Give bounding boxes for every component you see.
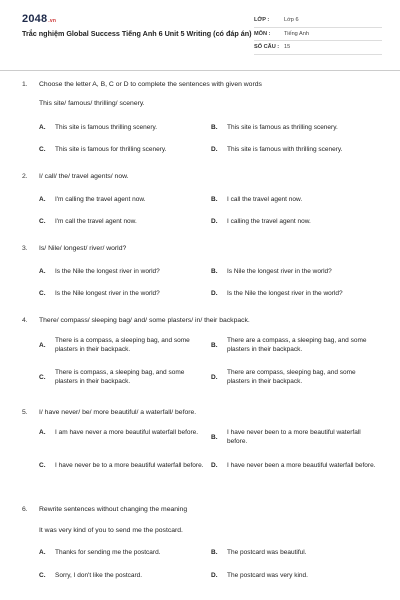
option-d[interactable] bbox=[211, 145, 377, 154]
meta-label: SỐ CÂU : bbox=[254, 44, 280, 51]
option-letter: D. bbox=[211, 290, 218, 297]
question-sub-prompt: This site/ famous/ thrilling/ scenery. bbox=[39, 100, 145, 107]
option-b[interactable] bbox=[211, 336, 377, 354]
option-b[interactable] bbox=[211, 428, 377, 446]
option-text: Is Nile the longest river in the world? bbox=[227, 268, 332, 275]
meta-value: 15 bbox=[284, 44, 291, 51]
option-text: I calling the travel agent now. bbox=[227, 218, 311, 225]
option-text: The postcard was beautiful. bbox=[227, 549, 307, 556]
option-letter: A. bbox=[39, 549, 46, 556]
option-d[interactable] bbox=[211, 368, 377, 386]
option-a[interactable] bbox=[39, 428, 205, 437]
option-letter: D. bbox=[211, 218, 218, 225]
question-4 bbox=[22, 316, 382, 385]
logo-text: 2048 bbox=[22, 13, 48, 25]
option-text: This site is famous thrilling scenery. bbox=[55, 124, 158, 131]
question-number: 2. bbox=[22, 173, 28, 180]
logo-suffix: .vn bbox=[48, 18, 57, 24]
document-meta bbox=[254, 14, 382, 55]
option-text: Is the Nile longest river in the world? bbox=[55, 290, 160, 297]
option-text: Is the Nile the longest river in the world? bbox=[227, 290, 343, 297]
option-letter: B. bbox=[211, 433, 218, 441]
option-text: There are a compass, a sleeping bag, and some plasters in their backpack. bbox=[227, 337, 367, 353]
option-a[interactable] bbox=[39, 123, 205, 132]
option-b[interactable] bbox=[211, 548, 377, 557]
option-letter: D. bbox=[211, 146, 218, 153]
question-prompt: I/ call/ the/ travel agents/ now. bbox=[39, 173, 129, 180]
option-b[interactable] bbox=[211, 123, 377, 132]
meta-row-count bbox=[254, 41, 382, 55]
option-letter: C. bbox=[39, 373, 46, 381]
option-letter: B. bbox=[211, 341, 218, 349]
question-number: 1. bbox=[22, 81, 28, 88]
option-letter: A. bbox=[39, 196, 46, 203]
option-c[interactable] bbox=[39, 461, 205, 470]
meta-value: Tiếng Anh bbox=[284, 30, 309, 37]
option-a[interactable] bbox=[39, 267, 205, 276]
question-number: 4. bbox=[22, 317, 28, 324]
question-5 bbox=[22, 408, 382, 469]
option-text: There are compass, sleeping bag, and some plasters in their backpack. bbox=[227, 369, 356, 385]
option-letter: A. bbox=[39, 124, 46, 131]
option-text: There is compass, a sleeping bag, and some plasters in their backpack. bbox=[55, 369, 185, 385]
option-letter: C. bbox=[39, 572, 46, 579]
question-prompt: Is/ Nile/ longest/ river/ world? bbox=[39, 245, 127, 252]
option-text: This site is famous for thrilling scenery. bbox=[55, 146, 167, 153]
option-letter: C. bbox=[39, 218, 46, 225]
option-c[interactable] bbox=[39, 289, 205, 298]
question-3 bbox=[22, 244, 382, 297]
option-text: This site is famous as thrilling scenery. bbox=[227, 124, 338, 131]
option-letter: C. bbox=[39, 290, 46, 297]
option-text: I have never be to a more beautiful waterfall before. bbox=[55, 462, 204, 469]
option-letter: B. bbox=[211, 268, 218, 275]
question-prompt: Choose the letter A, B, C or D to complete the sentences with given words bbox=[39, 81, 262, 88]
meta-row-subject bbox=[254, 28, 382, 42]
option-c[interactable] bbox=[39, 571, 205, 580]
option-letter: A. bbox=[39, 268, 46, 275]
option-letter: A. bbox=[39, 341, 46, 349]
meta-value: Lớp 6 bbox=[284, 17, 299, 24]
option-text: I have never been to a more beautiful waterfall before. bbox=[227, 429, 361, 445]
option-text: Sorry, I don't like the postcard. bbox=[55, 572, 143, 579]
option-text: This site is famous with thrilling scenery. bbox=[227, 146, 343, 153]
header-divider bbox=[0, 70, 400, 71]
option-text: I am have never a more beautiful waterfall before. bbox=[55, 429, 199, 436]
option-text: Thanks for sending me the postcard. bbox=[55, 549, 161, 556]
option-letter: C. bbox=[39, 146, 46, 153]
option-b[interactable] bbox=[211, 267, 377, 276]
option-text: I'm call the travel agent now. bbox=[55, 218, 137, 225]
option-letter: A. bbox=[39, 429, 46, 436]
question-6 bbox=[22, 505, 382, 579]
option-c[interactable] bbox=[39, 145, 205, 154]
option-a[interactable] bbox=[39, 195, 205, 204]
option-letter: C. bbox=[39, 462, 46, 469]
meta-label: LỚP : bbox=[254, 17, 270, 24]
document-title: Trắc nghiệm Global Success Tiếng Anh 6 Unit 5 Writing (có đáp án) bbox=[22, 29, 252, 38]
option-letter: D. bbox=[211, 373, 218, 381]
question-prompt: Rewrite sentences without changing the meaning bbox=[39, 506, 188, 513]
option-c[interactable] bbox=[39, 217, 205, 226]
option-b[interactable] bbox=[211, 195, 377, 204]
option-a[interactable] bbox=[39, 548, 205, 557]
option-d[interactable] bbox=[211, 217, 377, 226]
option-d[interactable] bbox=[211, 571, 377, 580]
question-prompt: There/ compass/ sleeping bag/ and/ some plasters/ in/ their backpack. bbox=[39, 317, 250, 324]
option-text: The postcard was very kind. bbox=[227, 572, 308, 579]
option-text: There is a compass, a sleeping bag, and some plasters in their backpack. bbox=[55, 337, 190, 353]
option-text: I call the travel agent now. bbox=[227, 196, 303, 203]
option-a[interactable] bbox=[39, 336, 205, 354]
option-letter: D. bbox=[211, 572, 218, 579]
option-c[interactable] bbox=[39, 368, 205, 386]
option-letter: B. bbox=[211, 549, 218, 556]
question-prompt: I/ have never/ be/ more beautiful/ a waterfall/ before. bbox=[39, 409, 197, 416]
meta-label: MÔN : bbox=[254, 30, 271, 37]
page-header bbox=[0, 0, 400, 70]
question-2 bbox=[22, 172, 382, 225]
question-number: 3. bbox=[22, 245, 28, 252]
option-text: I have never been a more beautiful waterfall before. bbox=[227, 462, 376, 469]
option-text: I'm calling the travel agent now. bbox=[55, 196, 146, 203]
meta-row-class bbox=[254, 14, 382, 28]
question-number: 6. bbox=[22, 506, 28, 513]
option-letter: D. bbox=[211, 462, 218, 469]
option-d[interactable] bbox=[211, 289, 377, 298]
question-sub-prompt: It was very kind of you to send me the postcard. bbox=[39, 527, 183, 534]
question-1 bbox=[22, 80, 382, 153]
option-letter: B. bbox=[211, 124, 218, 131]
option-letter: B. bbox=[211, 196, 218, 203]
option-d[interactable] bbox=[211, 461, 377, 470]
question-number: 5. bbox=[22, 409, 28, 416]
option-text: Is the Nile the longest river in world? bbox=[55, 268, 160, 275]
